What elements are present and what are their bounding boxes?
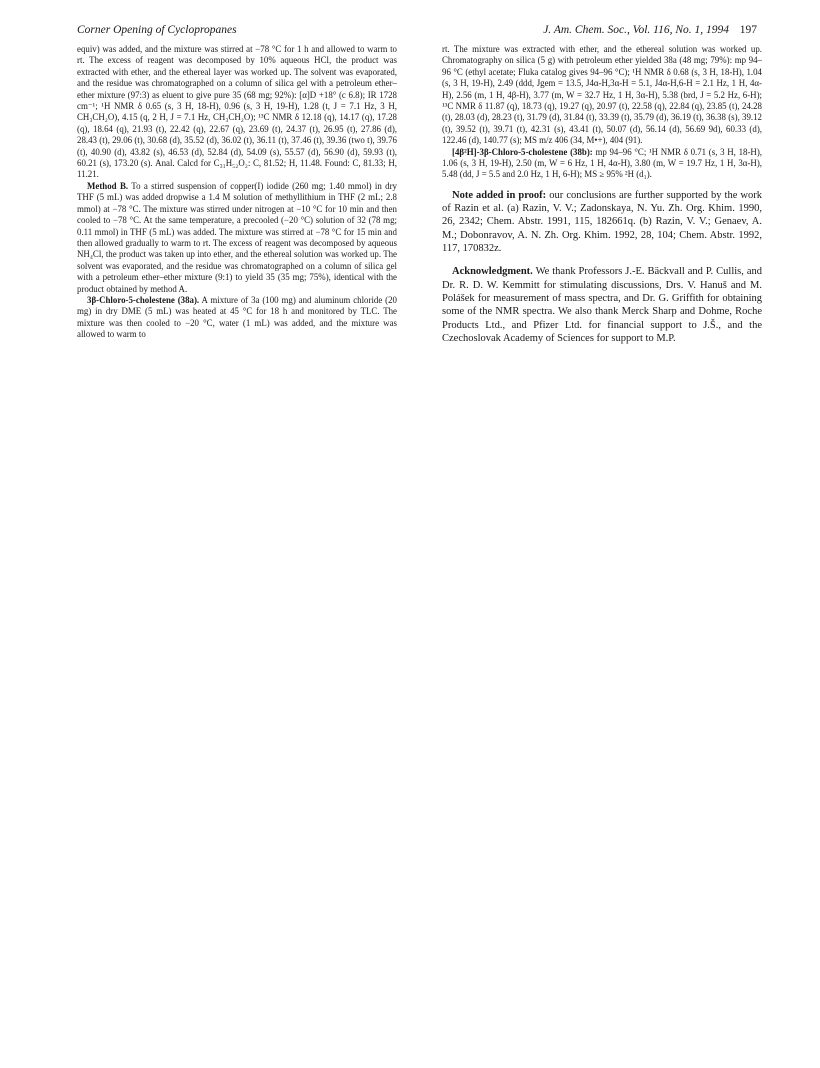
page-header <box>77 24 757 40</box>
paragraph-heading: Method B. <box>87 180 129 191</box>
paragraph-heading: 3β-Chloro-5-cholestene (38a). <box>87 294 200 305</box>
note-heading: Note added in proof: <box>452 189 547 201</box>
paragraph-body: A mixture of 3a (100 mg) and aluminum chloride (20 mg) in dry DME (5 mL) was heated at 45 °C for 18 h and monitored by TLC. The mixture was then cooled to −20 °C, water (1 mL) was added, and the mixture was allowed to warm to <box>77 294 397 340</box>
page-number: 197 <box>739 24 757 36</box>
paragraph-body: mp 94–96 °C; ¹H NMR δ 0.71 (s, 3 H, 18-H), 1.06 (s, 3 H, 19-H), 2.50 (m, W = 6 Hz, 1 H, 4α-H), 3.80 (m, W = 19.7 Hz, 1 H, 3α-H), 5.48 (dd, J = 5.5 and 2.0 Hz, 1 H, 6-H); MS ≥ 95% ²H (d₁). <box>442 146 763 180</box>
paragraph-heading: [4β²H]-3β-Chloro-5-cholestene (38b): <box>452 146 593 157</box>
acknowledgment-body: We thank Professors J.-E. Bäckvall and P. Cullis, and Dr. R. D. W. Kemmitt for stimulating discussions, Drs. V. Hanuš and M. Polášek for measurement of mass spectra, and Dr. G. Griffith for obtaining some of the NMR spectra. We also thank Merck Sharp and Dohme, Roche Products Ltd., and Pfizer Ltd. for financial support to J.Š., and the Czechoslovak Academy of Sciences for support to M.P. <box>442 266 762 344</box>
paragraph-deuterated-38b <box>442 147 762 181</box>
left-column <box>77 44 397 341</box>
paragraph-body: To a stirred suspension of copper(I) iodide (260 mg; 1.40 mmol) in dry THF (5 mL) was added dropwise a 1.4 M solution of methyllithium in THF (2 mL; 2.8 mmol) at −78 °C. The mixture was stirred under nitrogen at −10 °C for 10 min and then cooled to −78 °C. At the same temperature, a precooled (−20 °C) solution of 32 (78 mg; 0.11 mmol) in THF (5 mL) was added. The mixture was stirred at −78 °C for 15 min and then allowed gradually to warm to rt. The excess of reagent was decomposed by aqueous NH₄Cl, the product was taken up into ether, and the ethereal solution was worked up. The solvent was evaporated, and the residue was chromatographed on a column of silica gel with a petroleum ether–ether mixture (9:1) to yield 35 (35 mg; 75%), identical with the product obtained by method A. <box>77 180 397 294</box>
acknowledgment-heading: Acknowledgment. <box>452 266 533 278</box>
running-title: Corner Opening of Cyclopropanes <box>77 24 237 36</box>
paragraph-method-b <box>77 181 397 295</box>
paragraph-chlorocholestene-38a <box>77 295 397 341</box>
note-added-in-proof <box>442 189 762 255</box>
paragraph-ester-35-method-a: equiv) was added, and the mixture was stirred at −78 °C for 1 h and allowed to warm to rt. The excess of reagent was decomposed by 10% aqueous HCl, the product was extracted with ether, and the ethereal layer was worked up. The solvent was evaporated, and the residue was chromatographed on a column of silica gel with a petroleum ether–ether mixture (97:3) as eluent to give pure 35 (68 mg; 92%): [α]D +18° (c 6.8); IR 1728 cm⁻¹; ¹H NMR δ 0.65 (s, 3 H, 18-H), 0.96 (s, 3 H, 19-H), 1.28 (t, J = 7.1 Hz, 3 H, CH₃CH₂O), 4.15 (q, 2 H, J = 7.1 Hz, CH₃CH₂O); ¹³C NMR δ 12.18 (q), 14.17 (q), 17.28 (q), 18.64 (q), 21.93 (t), 22.42 (q), 22.67 (q), 23.69 (t), 24.37 (t), 26.95 (t), 27.86 (d), 28.43 (t), 29.06 (t), 30.68 (d), 35.52 (d), 36.02 (t), 36.11 (t), 37.46 (t), 39.36 (two t), 39.76 (t), 40.90 (d), 43.82 (s), 46.53 (d), 52.84 (d), 54.09 (s), 55.57 (d), 56.90 (d), 59.93 (t), 60.21 (s), 173.20 (s). Anal. Calcd for C₃₁H₅₂O₂: C, 81.52; H, 11.48. Found: C, 81.33; H, 11.21. <box>77 44 397 180</box>
paragraph-38a-continued: rt. The mixture was extracted with ether, and the ethereal solution was worked up. Chromatography on silica (5 g) with petroleum ether yielded 38a (48 mg; 79%): mp 94–96 °C (ethyl acetate; Fluka catalog gives 94–96 °C); ¹H NMR δ 0.68 (s, 3 H, 18-H), 1.04 (s, 3 H, 19-H), 2.49 (ddd, Jgem = 13.5, J4α-H,3α-H = 5.1, J4α-H,6-H = 2.1 Hz, 1 H, 4α-H), 2.56 (m, 1 H, 4β-H), 3.77 (m, W = 32.7 Hz, 1 H, 3α-H), 5.38 (brd, J = 5.2 Hz, 6-H); ¹³C NMR δ 11.87 (q), 18.73 (q), 19.27 (q), 20.97 (t), 22.58 (q), 22.84 (q), 23.85 (t), 24.28 (t), 28.03 (d), 28.23 (t), 31.79 (d), 31.84 (t), 33.39 (t), 35.79 (d), 36.19 (t), 36.38 (s), 39.12 (t), 39.52 (t), 39.71 (t), 42.31 (s), 43.41 (t), 50.07 (d), 56.14 (d), 56.69 9d), 60.33 (d), 122.46 (d), 140.77 (s); MS m/z 406 (34, M•+), 404 (91). <box>442 44 762 146</box>
acknowledgment <box>442 265 762 345</box>
right-column <box>442 44 762 345</box>
journal-reference: J. Am. Chem. Soc., Vol. 116, No. 1, 1994 <box>543 24 729 36</box>
note-body: our conclusions are further supported by the work of Razin et al. (a) Razin, V. V.; Zadonskaya, N. Yu. Zh. Org. Khim. 1990, 26, 2342; Chem. Abstr. 1991, 115, 182661q. (b) Razin, V. V.; Genaev, A. M.; Dobonravov, A. N. Zh. Org. Khim. 1992, 28, 104; Chem. Abstr. 1992, 117, 170832z. <box>442 189 762 255</box>
